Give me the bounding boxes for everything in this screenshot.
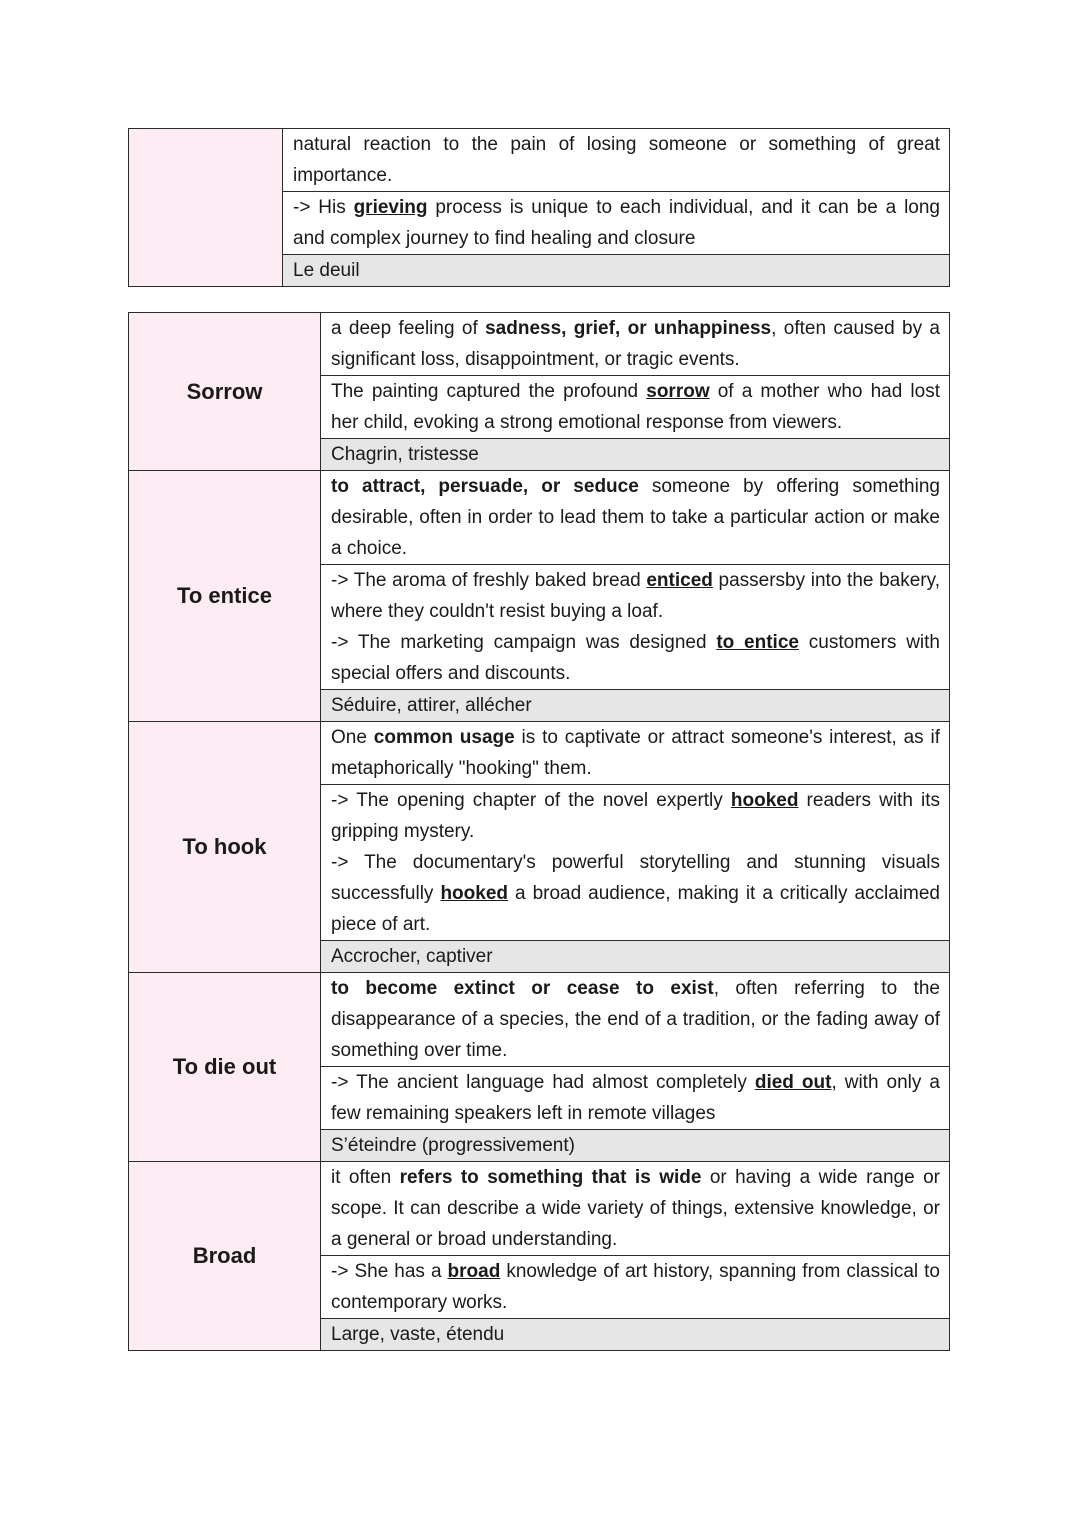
example: The painting captured the profound sorrow of a mother who had lost her child, evoking a strong emotional response from viewers. xyxy=(321,375,949,438)
keyword: grieving xyxy=(353,197,428,218)
table-row xyxy=(129,471,950,722)
info-cell xyxy=(321,722,950,973)
table-row xyxy=(129,129,950,287)
vocab-table-grieving xyxy=(128,128,950,287)
vocab-table-main xyxy=(128,312,950,1351)
definition: natural reaction to the pain of losing someone or something of great importance. xyxy=(293,134,940,186)
keyword: to entice xyxy=(716,632,799,653)
definition: a deep feeling of sadness, grief, or unhappiness, often caused by a significant loss, disappointment, or tragic events. xyxy=(331,318,940,370)
example: -> The ancient language had almost completely died out, with only a few remaining speakers left in remote villages xyxy=(321,1066,949,1129)
example: -> His grieving process is unique to each individual, and it can be a long and complex journey to find healing and closure xyxy=(283,191,949,254)
keyword: sorrow xyxy=(646,381,710,402)
definition: One common usage is to captivate or attract someone's interest, as if metaphorically "hooking" them. xyxy=(331,727,940,779)
info-cell xyxy=(321,471,950,722)
translation: Large, vaste, étendu xyxy=(321,1318,949,1350)
term-sorrow: Sorrow xyxy=(129,313,321,471)
term-die-out: To die out xyxy=(129,973,321,1162)
keyword: died out xyxy=(754,1072,832,1093)
info-cell xyxy=(321,973,950,1162)
keyword: enticed xyxy=(646,570,713,591)
term-cell xyxy=(129,129,283,287)
term-hook: To hook xyxy=(129,722,321,973)
keyword: hooked xyxy=(730,790,799,811)
example: -> She has a broad knowledge of art history, spanning from classical to contemporary works. xyxy=(321,1255,949,1318)
example: -> The opening chapter of the novel expertly hooked readers with its gripping mystery. -> The documentary's powerful storytelling and stunning visuals successfully hooked a broad audience, making it a critically acclaimed piece of art. xyxy=(321,784,949,940)
keyword: broad xyxy=(447,1261,501,1282)
definition: to become extinct or cease to exist, often referring to the disappearance of a species, the end of a tradition, or the fading away of something over time. xyxy=(331,978,940,1061)
info-cell xyxy=(283,129,950,287)
keyword: hooked xyxy=(440,883,508,904)
translation: Séduire, attirer, allécher xyxy=(321,689,949,721)
info-cell xyxy=(321,1162,950,1351)
definition: to attract, persuade, or seduce someone by offering something desirable, often in order to lead them to take a particular action or make a choice. xyxy=(331,476,940,559)
table-row xyxy=(129,722,950,973)
definition: it often refers to something that is wide or having a wide range or scope. It can describe a wide variety of things, extensive knowledge, or a general or broad understanding. xyxy=(331,1167,940,1250)
info-cell xyxy=(321,313,950,471)
table-row xyxy=(129,973,950,1162)
table-row xyxy=(129,313,950,471)
translation: Accrocher, captiver xyxy=(321,940,949,972)
table-row xyxy=(129,1162,950,1351)
term-broad: Broad xyxy=(129,1162,321,1351)
term-entice: To entice xyxy=(129,471,321,722)
example: -> The aroma of freshly baked bread enticed passersby into the bakery, where they couldn't resist buying a loaf. -> The marketing campaign was designed to entice customers with special offers and discounts. xyxy=(321,564,949,689)
translation: Le deuil xyxy=(283,254,949,286)
translation: S’éteindre (progressivement) xyxy=(321,1129,949,1161)
translation: Chagrin, tristesse xyxy=(321,438,949,470)
